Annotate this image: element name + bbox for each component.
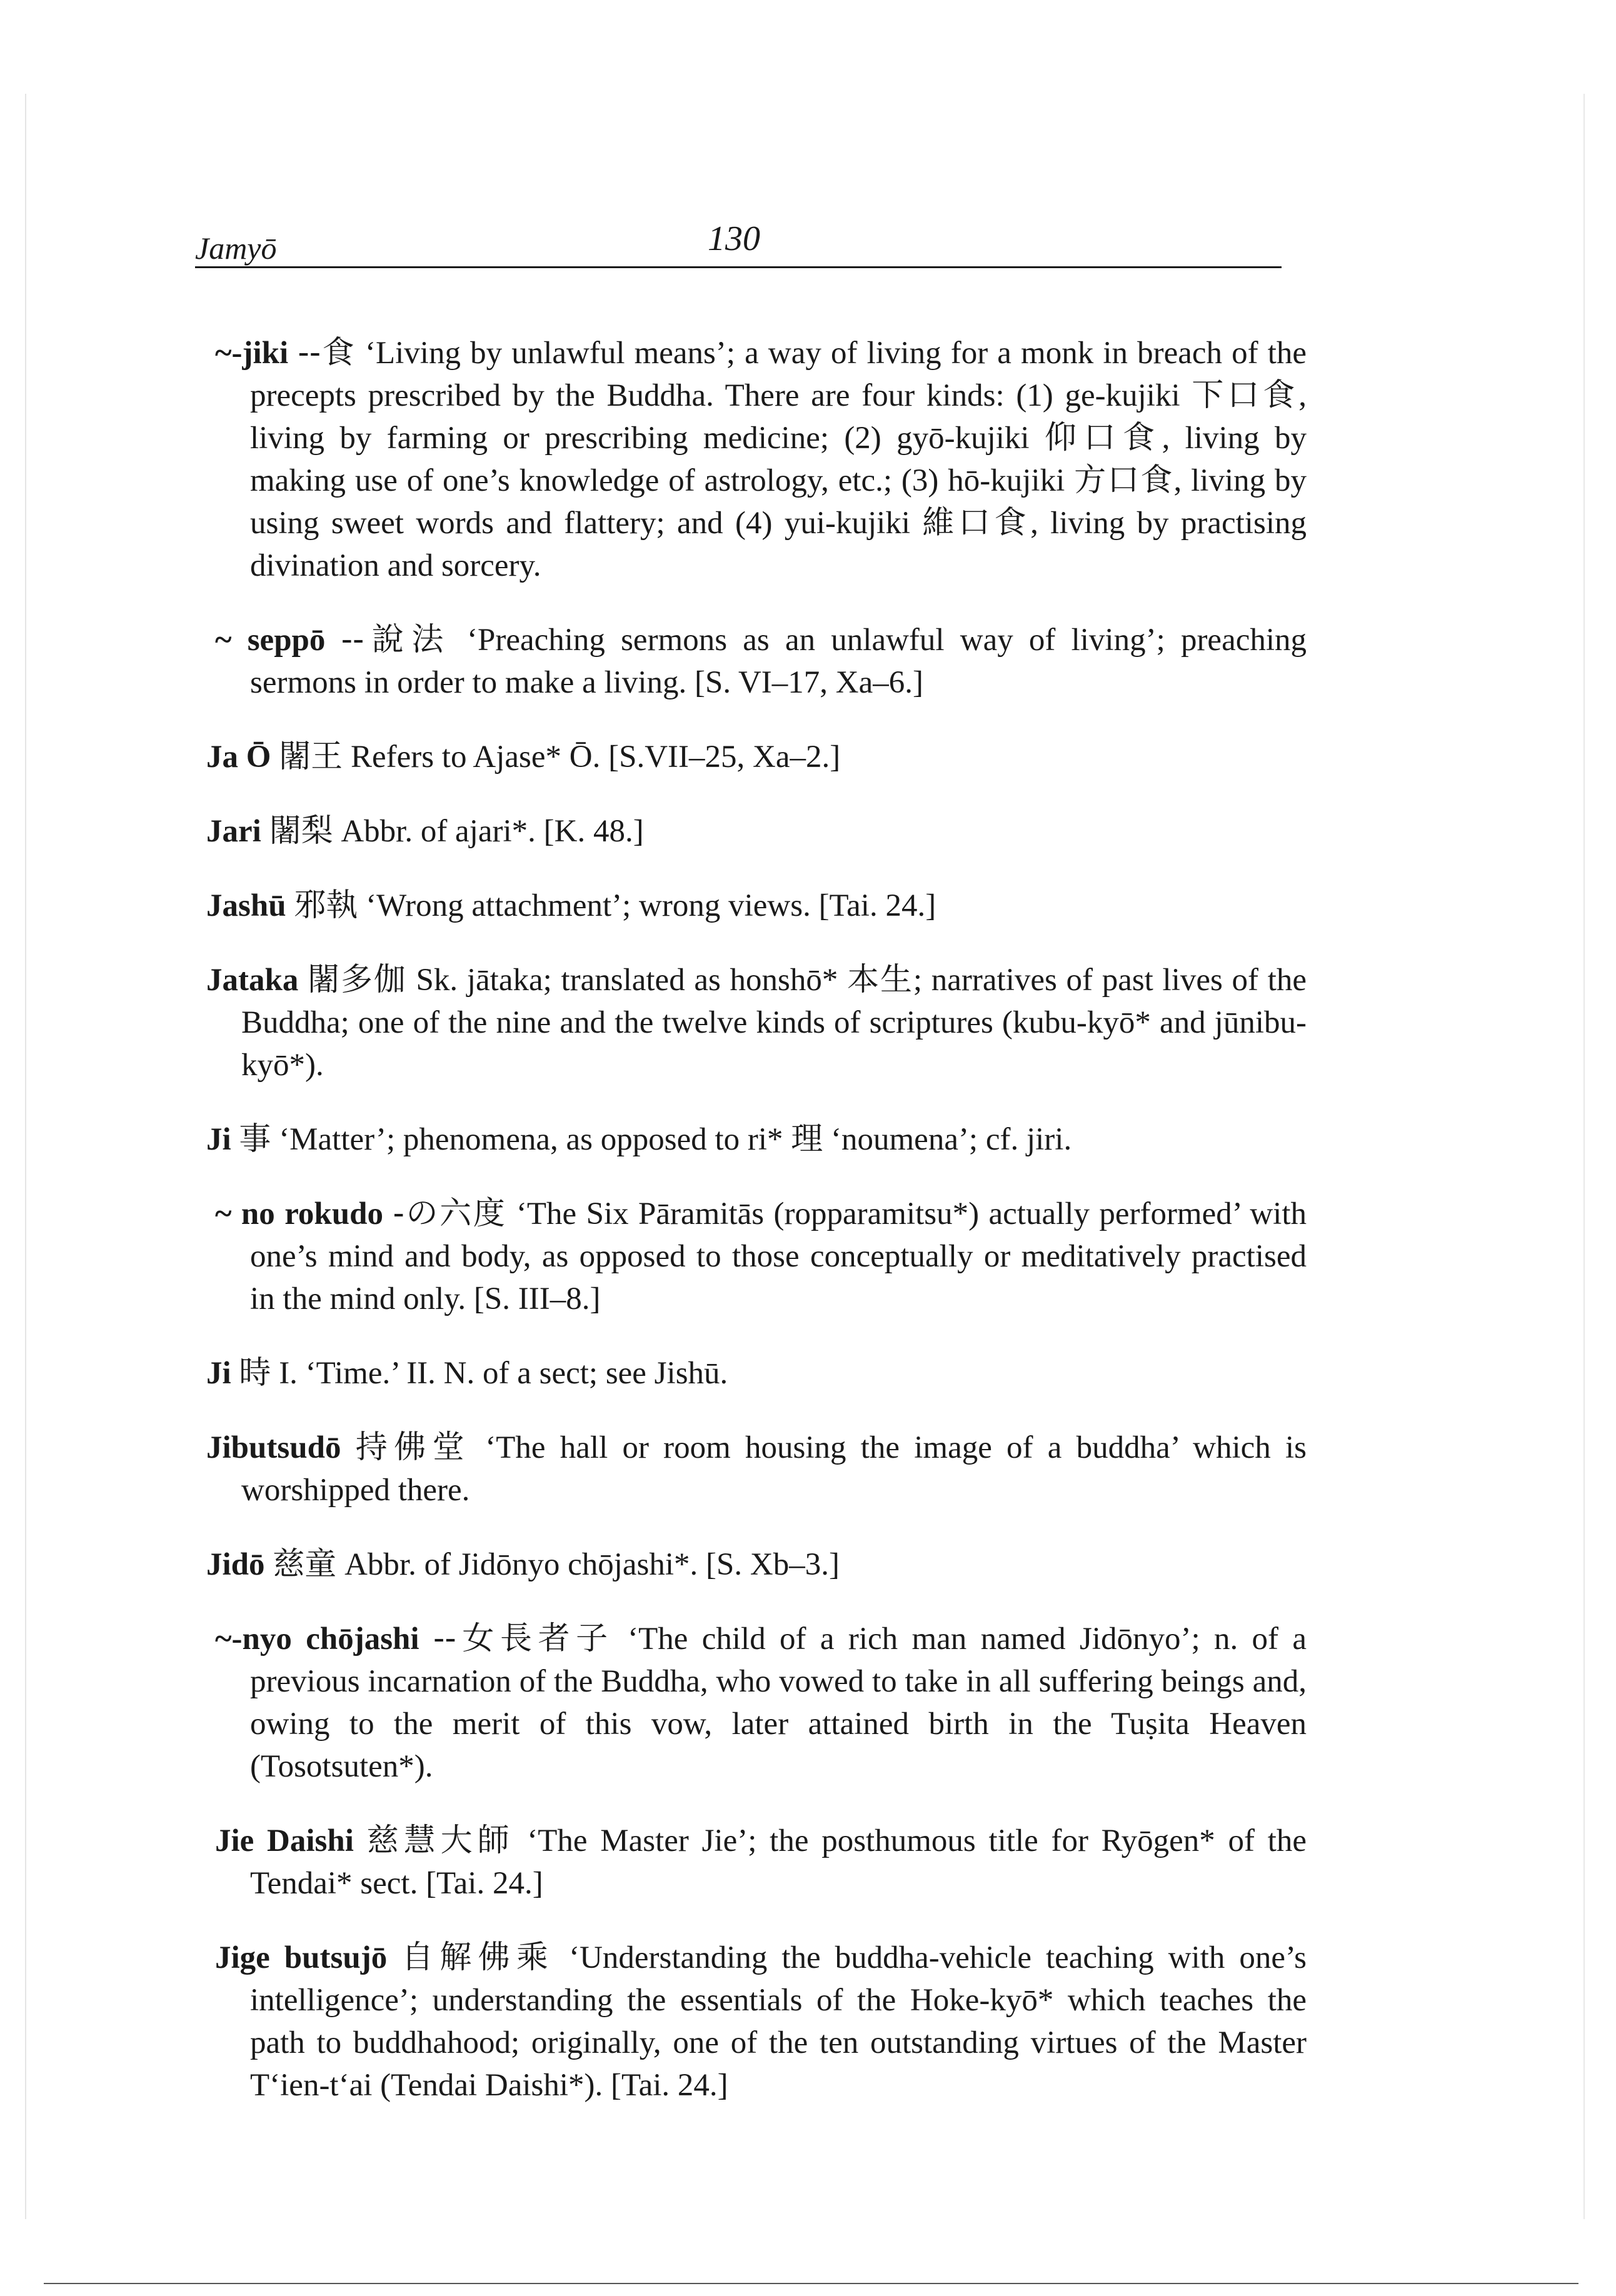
entry-seppo xyxy=(215,619,1307,704)
page-bottom-rule xyxy=(44,2283,1578,2284)
headword: ~ no rokudo xyxy=(215,1196,384,1231)
headword-kanji: 自解佛乘 xyxy=(401,1939,555,1976)
headword: Jidō xyxy=(206,1547,265,1582)
headword: Jige butsujō xyxy=(215,1940,388,1975)
headword-kanji: 闍王 xyxy=(279,738,343,775)
scan-margin-shadow-left xyxy=(25,94,26,2219)
definition: ‘The Master Jie’; the posthumous title for Ryōgen* of the Tendai* sect. [Tai. 24.] xyxy=(250,1823,1307,1901)
headword: ~ seppō xyxy=(215,623,326,658)
entry-ji-matter xyxy=(206,1118,1307,1161)
entry-jido xyxy=(206,1543,1307,1586)
headword-kanji: 慈童 xyxy=(273,1546,337,1583)
headword: ~-jiki xyxy=(215,336,289,371)
running-head: Jamyō xyxy=(195,231,277,266)
headword-kanji: 事 xyxy=(239,1121,271,1158)
entry-jibutsudo xyxy=(206,1426,1307,1511)
definition: ‘Preaching sermons as an unlawful way of living’; preaching sermons in order to make a living. [S. VI–17, Xa–6.] xyxy=(250,623,1307,700)
definition: ‘Wrong attachment’; wrong views. [Tai. 24.] xyxy=(366,888,936,923)
headword-kanji: 闍多伽 xyxy=(308,961,407,998)
entry-jashu xyxy=(206,885,1307,927)
definition: Abbr. of ajari*. [K. 48.] xyxy=(341,814,644,849)
headword: Ja Ō xyxy=(206,739,271,775)
entry-jie-daishi xyxy=(215,1820,1307,1905)
definition: Refers to Ajase* Ō. [S.VII–25, Xa–2.] xyxy=(350,739,841,775)
headword: ~-nyo chōjashi xyxy=(215,1622,419,1657)
headword-kanji: --女長者子 xyxy=(433,1620,614,1657)
entry-jari xyxy=(206,810,1307,853)
headword: Jataka xyxy=(206,963,299,998)
headword-kanji: 慈慧大師 xyxy=(366,1822,514,1859)
definition: ‘The hall or room housing the image of a buddha’ which is worshipped there. xyxy=(241,1430,1307,1508)
entry-nyo-chojashi xyxy=(215,1618,1307,1788)
definition: ‘Living by unlawful means’; a way of living for a monk in breach of the precepts prescribed by the Buddha. There are four kinds: (1) ge-kujiki 下口食, living by farming or prescribing medicine; (2) gyō-kujiki 仰口食, living by making use of one’s knowledge of astrology, etc.; (3) hō-kujiki 方口食, living by using sweet words and flattery; and (4) yui-kujiki 維口食, living by practising divination and sorcery. xyxy=(250,336,1307,583)
definition: ‘The Six Pāramitās (ropparamitsu*) actually performed’ with one’s mind and body, as opposed to those conceptually or meditatively practised in the mind only. [S. III–8.] xyxy=(250,1196,1307,1316)
headword-kanji: 闍梨 xyxy=(269,813,333,850)
headword-kanji: --說法 xyxy=(341,621,451,658)
definition: ‘The child of a rich man named Jidōnyo’; n. of a previous incarnation of the Buddha, who vowed to take in all suffering beings and, owing to the merit of this vow, later attained birth in the Tuṣita Heaven (Tosotsuten*). xyxy=(250,1622,1307,1784)
headword: Jari xyxy=(206,814,261,849)
headword: Ji xyxy=(206,1122,231,1157)
headword: Jibutsudō xyxy=(206,1430,341,1465)
headword: Jashū xyxy=(206,888,286,923)
headword-kanji: -の六度 xyxy=(393,1195,507,1232)
page-number: 130 xyxy=(708,219,760,258)
headword-kanji: --食 xyxy=(298,334,356,371)
entry-ji-time xyxy=(206,1352,1307,1395)
definition: ‘Understanding the buddha-vehicle teaching with one’s intelligence’; understanding the essentials of the Hoke-kyō* which teaches the path to buddhahood; originally, one of the ten outstanding virtues of the Master T‘ien-t‘ai (Tendai Daishi*). [Tai. 24.] xyxy=(250,1940,1307,2103)
header-rule xyxy=(195,266,1282,268)
entry-ja-o xyxy=(206,736,1307,778)
definition: ‘Matter’; phenomena, as opposed to ri* 理 ‘noumena’; cf. jiri. xyxy=(279,1122,1072,1157)
definition: Sk. jātaka; translated as honshō* 本生; narratives of past lives of the Buddha; one of the nine and the twelve kinds of scriptures (kubu-kyō* and jūnibu-kyō*). xyxy=(241,963,1307,1083)
headword-kanji: 持佛堂 xyxy=(355,1429,471,1466)
scan-margin-shadow-right xyxy=(1583,94,1585,2219)
headword-kanji: 時 xyxy=(239,1355,271,1391)
entry-jige-butsujo xyxy=(215,1937,1307,2107)
entry-no-rokudo xyxy=(215,1193,1307,1320)
entry-jataka xyxy=(206,959,1307,1086)
definition: I. ‘Time.’ II. N. of a sect; see Jishū. xyxy=(279,1356,728,1391)
headword: Jie Daishi xyxy=(215,1823,354,1858)
definition: Abbr. of Jidōnyo chōjashi*. [S. Xb–3.] xyxy=(344,1547,840,1582)
headword-kanji: 邪執 xyxy=(294,887,358,924)
dictionary-entries xyxy=(206,300,1307,2118)
entry-jiki xyxy=(215,332,1307,587)
headword: Ji xyxy=(206,1356,231,1391)
page-header xyxy=(195,219,1282,269)
